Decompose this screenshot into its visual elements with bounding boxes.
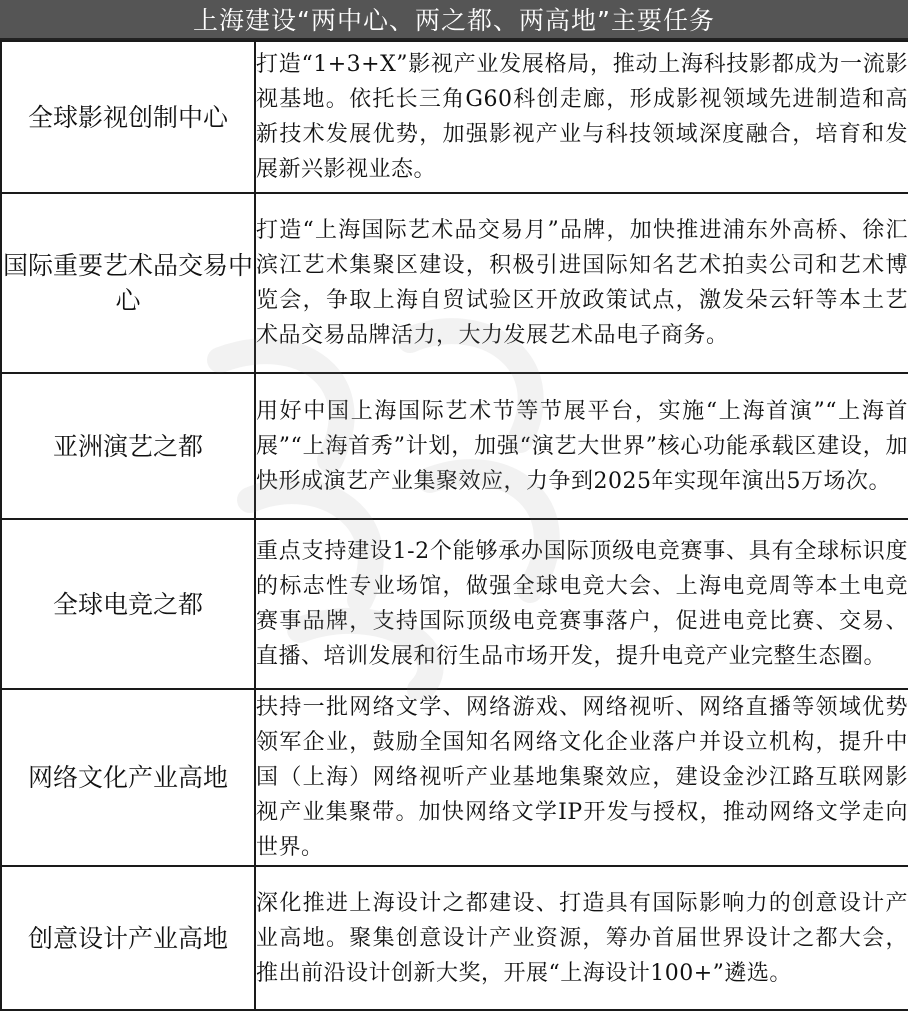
table-row	[1, 373, 908, 519]
task-description: 深化推进上海设计之都建设、打造具有国际影响力的创意设计产业高地。聚集创意设计产业资源，筹办首届世界设计之都大会，推出前沿设计创新大奖，开展“上海设计100+”遴选。	[255, 866, 908, 1010]
task-description: 扶持一批网络文学、网络游戏、网络视听、网络直播等领域优势领军企业，鼓励全国知名网络文化企业落户并设立机构，提升中国（上海）网络视听产业基地集聚效应，建设金沙江路互联网影视产业集聚带。加快网络文学IP开发与授权，推动网络文学走向世界。	[255, 689, 908, 866]
task-description: 打造“1+3+X”影视产业发展格局，推动上海科技影都成为一流影视基地。依托长三角G60科创走廊，形成影视领域先进制造和高新技术发展优势，加强影视产业与科技领域深度融合，培育和发展新兴影视业态。	[255, 41, 908, 193]
task-name: 亚洲演艺之都	[1, 373, 255, 519]
table-row	[1, 519, 908, 689]
task-description: 重点支持建设1-2个能够承办国际顶级电竞赛事、具有全球标识度的标志性专业场馆，做强全球电竞大会、上海电竞周等本土电竞赛事品牌，支持国际顶级电竞赛事落户，促进电竞比赛、交易、直播、培训发展和衍生品市场开发，提升电竞产业完整生态圈。	[255, 519, 908, 689]
task-description: 用好中国上海国际艺术节等节展平台，实施“上海首演”“上海首展”“上海首秀”计划，加强“演艺大世界”核心功能承载区建设，加快形成演艺产业集聚效应，力争到2025年实现年演出5万场次。	[255, 373, 908, 519]
task-name: 创意设计产业高地	[1, 866, 255, 1010]
task-description: 打造“上海国际艺术品交易月”品牌，加快推进浦东外高桥、徐汇滨江艺术集聚区建设，积极引进国际知名艺术拍卖公司和艺术博览会，争取上海自贸试验区开放政策试点，激发朵云轩等本土艺术品交易品牌活力，大力发展艺术品电子商务。	[255, 193, 908, 373]
tasks-table	[0, 40, 908, 1011]
task-name: 网络文化产业高地	[1, 689, 255, 866]
table-title: 上海建设“两中心、两之都、两高地”主要任务	[0, 0, 908, 40]
table-row	[1, 193, 908, 373]
table-row	[1, 689, 908, 866]
task-name: 全球影视创制中心	[1, 41, 255, 193]
task-name: 国际重要艺术品交易中心	[1, 193, 255, 373]
table-row	[1, 41, 908, 193]
table-row	[1, 866, 908, 1010]
task-name: 全球电竞之都	[1, 519, 255, 689]
